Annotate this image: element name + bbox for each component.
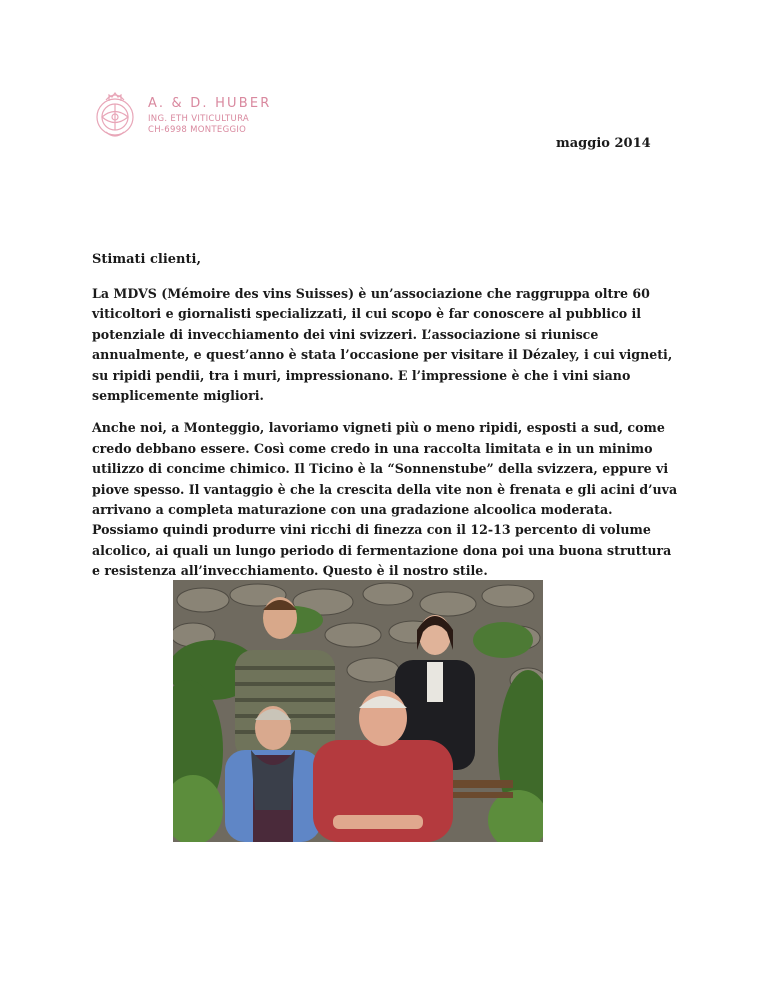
letterhead-name: A. & D. HUBER [148, 96, 272, 111]
letterhead [92, 88, 292, 144]
letterhead-line-1: ING. ETH VITICULTURA [148, 114, 250, 124]
crest-logo-icon [92, 88, 138, 142]
greeting: Stimati clienti, [92, 252, 201, 267]
paragraph-2: Anche noi, a Monteggio, lavoriamo vigneti più o meno ripidi, esposti a sud, come credo debbano essere. Così come credo in una raccolta limitata e in un minimo utilizzo di concime chimico. Il Ticino è la “Sonnenstube” della svizzera, eppure vi piove spesso. Il vantaggio è che la crescita della vite non è frenata e gli acini d’uva arrivano a completa maturazione con una gradazione alcoolica moderata. Possiamo quindi produrre vini ricchi di finezza con il 12-13 percento di volume alcolico, ai quali un lungo periodo di fermentazione dona poi una buona struttura e resistenza all’invecchiamento. Questo è il nostro stile. [92, 420, 678, 579]
paragraph-1: La MDVS (Mémoire des vins Suisses) è un’associazione che raggruppa oltre 60 viticoltori e giornalisti specializzati, il cui scopo è far conoscere al pubblico il potenziale di invecchiamento dei vini svizzeri. L’associazione si riunisce annualmente, e quest’anno è stata l’occasione per visitare il Dézaley, i cui vigneti, su ripidi pendii, tra i muri, impressionano. E l’impressione è che i vini siano semplicemente migliori. [92, 286, 673, 404]
letter-body [92, 250, 682, 594]
letter-date: maggio 2014 [556, 136, 651, 151]
letterhead-line-2: CH-6998 MONTEGGIO [148, 125, 247, 135]
group-photo [173, 580, 543, 842]
